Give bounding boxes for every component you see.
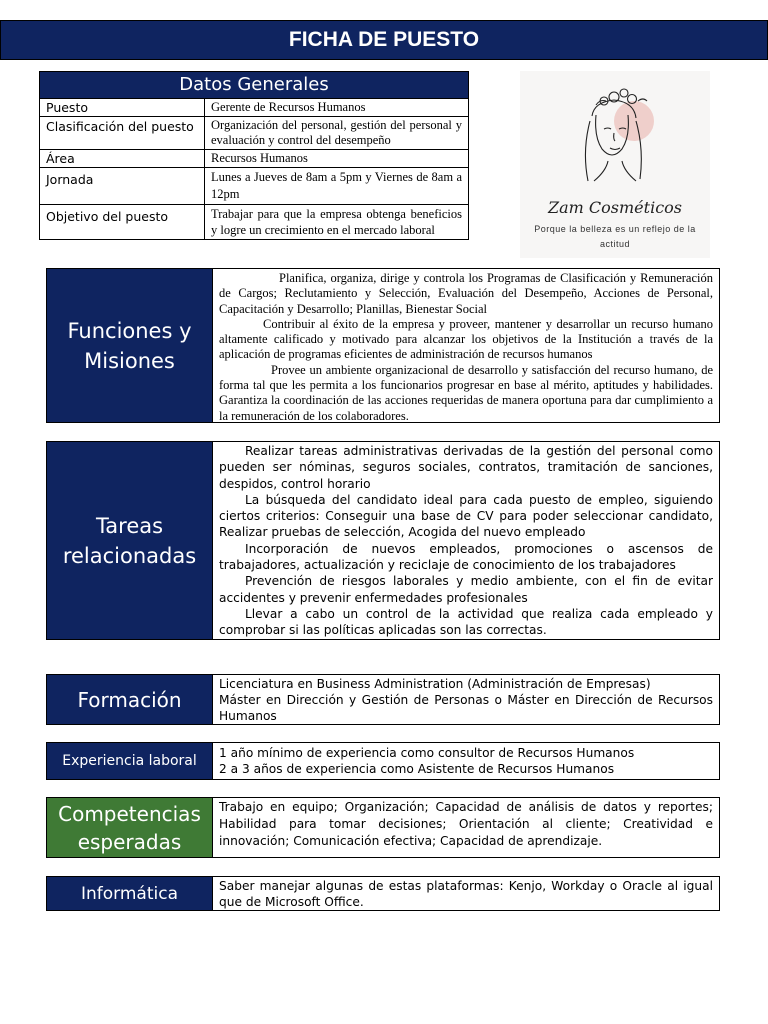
table-row <box>40 99 469 117</box>
tareas-paragraph: Incorporación de nuevos empleados, promociones o ascensos de trabajadores, actualización y reciclaje de conocimiento de los trabajadores <box>219 541 713 573</box>
datos-generales-table <box>39 71 469 240</box>
tareas-paragraph: La búsqueda del candidato ideal para cada puesto de empleo, siguiendo ciertos criterios: Conseguir una base de CV para poder seleccionar candidato, Realizar pruebas de selección, Acogida del nuevo empleado <box>219 492 713 540</box>
woman-face-illustration-icon <box>520 71 710 201</box>
experiencia-line: 1 año mínimo de experiencia como consultor de Recursos Humanos <box>219 746 635 760</box>
page-title: FICHA DE PUESTO <box>0 20 768 60</box>
row-label: Área <box>40 150 205 168</box>
tareas-label: Tareas relacionadas <box>46 441 213 640</box>
table-row <box>40 205 469 240</box>
row-value: Recursos Humanos <box>205 150 469 168</box>
funciones-label: Funciones y Misiones <box>46 268 213 423</box>
funciones-paragraph: Contribuir al éxito de la empresa y proveer, mantener y desarrollar un recurso humano altamente calificado y motivado para alcanzar los objetivos de la Institución a través de la aplicación de programas eficientes de administración de recursos humanos <box>219 316 713 362</box>
company-logo <box>520 71 710 258</box>
competencias-body <box>212 797 720 858</box>
table-row <box>40 168 469 205</box>
datos-generales-header: Datos Generales <box>40 72 469 99</box>
table-row <box>40 117 469 150</box>
informatica-label: Informática <box>46 876 213 911</box>
funciones-paragraph: Provee un ambiente organizacional de desarrollo y satisfacción del recurso humano, de forma tal que les permita a los funcionarios progresar en base al mérito, aptitudes y habilidades. Garantiza la coordinación de las acciones requeridas de manera oportuna para dar cumplimiento a la remuneración de los colaboradores. <box>219 362 713 423</box>
row-value: Organización del personal, gestión del personal y evaluación y control del desempeño <box>205 117 469 150</box>
tareas-paragraph: Realizar tareas administrativas derivadas de la gestión del personal como pueden ser nóminas, seguros sociales, contratos, tramitación de sanciones, despidos, control horario <box>219 444 713 491</box>
row-label: Jornada <box>40 168 205 205</box>
logo-tagline: Porque la belleza es un reflejo de la actitud <box>534 224 696 249</box>
formacion-label: Formación <box>46 674 213 725</box>
formacion-line: Máster en Dirección y Gestión de Personas o Máster en Dirección de Recursos Humanos <box>219 693 713 723</box>
tareas-body <box>212 441 720 640</box>
row-label: Clasificación del puesto <box>40 117 205 150</box>
funciones-paragraph: Planifica, organiza, dirige y controla los Programas de Clasificación y Remuneración de Cargos; Reclutamiento y Selección, Evaluación del Desempeño, Acciones de Personal, Capacitación y Desarrollo; Planillas, Bienestar Social <box>219 271 713 316</box>
formacion-line: Licenciatura en Business Administration (Administración de Empresas) <box>219 677 651 691</box>
formacion-body <box>212 674 720 725</box>
competencias-text: Trabajo en equipo; Organización; Capacidad de análisis de datos y reportes; Habilidad para tomar decisiones; Orientación al cliente; Creatividad e innovación; Comunicación efectiva; Capacidad de aprendizaje. <box>219 800 713 848</box>
informatica-text: Saber manejar algunas de estas plataformas: Kenjo, Workday o Oracle al igual que de Microsoft Office. <box>219 879 713 909</box>
tareas-paragraph: Prevención de riesgos laborales y medio ambiente, con el fin de evitar accidentes y prevenir enfermedades profesionales <box>219 574 713 605</box>
row-label: Puesto <box>40 99 205 117</box>
experiencia-line: 2 a 3 años de experiencia como Asistente de Recursos Humanos <box>219 762 615 776</box>
table-row <box>40 150 469 168</box>
row-value: Trabajar para que la empresa obtenga beneficios y logre un crecimiento en el mercado laboral <box>205 205 469 240</box>
funciones-body <box>212 268 720 423</box>
experiencia-body <box>212 742 720 780</box>
row-value: Gerente de Recursos Humanos <box>205 99 469 117</box>
logo-brand-text: Zam Cosméticos <box>548 198 682 217</box>
row-label: Objetivo del puesto <box>40 205 205 240</box>
tareas-paragraph: Llevar a cabo un control de la actividad que realiza cada empleado y comprobar si las políticas aplicadas son las correctas. <box>219 606 713 638</box>
informatica-body <box>212 876 720 911</box>
experiencia-label: Experiencia laboral <box>46 742 213 780</box>
row-value: Lunes a Jueves de 8am a 5pm y Viernes de 8am a 12pm <box>205 168 469 205</box>
competencias-label: Competencias esperadas <box>46 797 213 858</box>
